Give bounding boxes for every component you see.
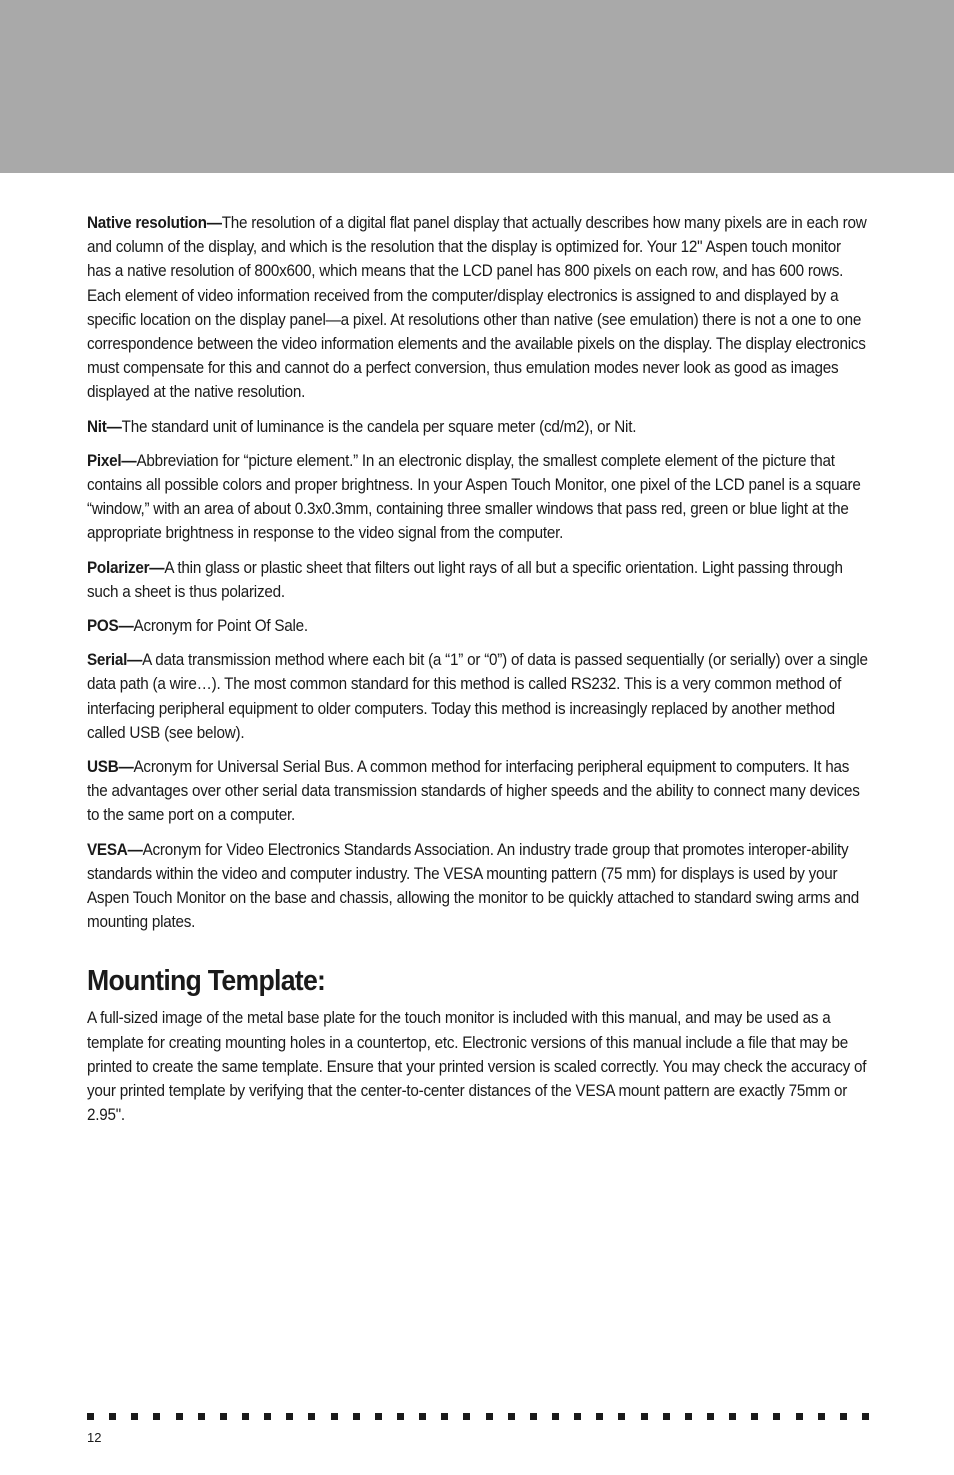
glossary-definition: Acronym for Point Of Sale. — [133, 617, 308, 636]
header-band — [0, 0, 954, 173]
footer-dot — [308, 1413, 315, 1420]
footer-dot — [685, 1413, 692, 1420]
footer-dot — [153, 1413, 160, 1420]
footer-dot — [463, 1413, 470, 1420]
footer-dot — [818, 1413, 825, 1420]
footer-dot — [707, 1413, 714, 1420]
footer-dot — [751, 1413, 758, 1420]
page-number: 12 — [87, 1430, 102, 1445]
glossary-entry-usb — [87, 755, 868, 828]
footer-dot — [729, 1413, 736, 1420]
glossary-definition: A thin glass or plastic sheet that filters out light rays of all but a specific orientation. Light passing through such a sheet is thus polarized. — [87, 558, 843, 601]
glossary-definition: A data transmission method where each bit (a “1” or “0”) of data is passed sequentially (or serially) over a single data path (a wire…). The most common standard for this method is called RS232. This is a very common method of interfacing peripheral equipment to older computers. Today this method is increasingly replaced by another method called USB (see below). — [87, 651, 868, 742]
footer-dot — [375, 1413, 382, 1420]
footer-dot — [596, 1413, 603, 1420]
page-content — [87, 211, 869, 1128]
glossary-definition: Acronym for Universal Serial Bus. A common method for interfacing peripheral equipment to computers. It has the advantages over other serial data transmission standards of higher speeds and the ability to connect many devices to the same port on a computer. — [87, 758, 860, 825]
footer-dot — [508, 1413, 515, 1420]
footer-dot — [242, 1413, 249, 1420]
glossary-definition: Acronym for Video Electronics Standards Association. An industry trade group that promotes interoper-ability standards within the video and computer industry. The VESA mounting pattern (75 mm) for displays is used by your Aspen Touch Monitor on the base and chassis, allowing the monitor to be quickly attached to standard swing arms and mounting plates. — [87, 840, 860, 932]
footer-dot — [862, 1413, 869, 1420]
glossary-term: Serial— — [87, 651, 143, 670]
glossary-definition: The resolution of a digital flat panel display that actually describes how many pixels are in each row and column of the display, and which is the resolution that the display is optimized for. Your 12" Aspen touch monitor has a native resolution of 800x600, which means that the LCD panel has 800 pixels on each row, and has 600 rows. Each element of video information received from the computer/display electronics is assigned to and displayed by a specific location on the display panel—a pixel. At resolutions other than native (see emulation) there is not a one to one correspondence between the video information elements and the available pixels on the display. The display electronics must compensate for this and cannot do a perfect conversion, thus emulation modes never look as good as images displayed at the native resolution. — [87, 214, 867, 402]
section-heading: Mounting Template: — [87, 965, 326, 998]
glossary-entry-vesa — [87, 838, 868, 935]
footer-dot — [441, 1413, 448, 1420]
glossary-definition: The standard unit of luminance is the candela per square meter (cd/m2), or Nit. — [121, 417, 637, 436]
glossary-term: USB— — [87, 758, 134, 777]
footer-dot — [264, 1413, 271, 1420]
footer-dot — [574, 1413, 581, 1420]
glossary-entry-pixel — [87, 449, 868, 546]
footer-dot — [773, 1413, 780, 1420]
footer-dot — [419, 1413, 426, 1420]
glossary-term: Polarizer— — [87, 558, 165, 577]
footer-dot — [530, 1413, 537, 1420]
footer-dot — [331, 1413, 338, 1420]
glossary-entry-serial — [87, 648, 868, 745]
glossary-entry-native-resolution — [87, 211, 868, 405]
footer-dot — [87, 1413, 94, 1420]
glossary-term: Pixel— — [87, 451, 137, 470]
footer-dotted-rule — [87, 1413, 869, 1421]
glossary-term: POS— — [87, 617, 134, 636]
footer-dot — [796, 1413, 803, 1420]
footer-dot — [397, 1413, 404, 1420]
glossary-term: VESA— — [87, 840, 143, 859]
footer-dot — [109, 1413, 116, 1420]
glossary-term: Native resolution— — [87, 214, 222, 232]
glossary-entry-nit — [87, 415, 868, 439]
footer-dot — [286, 1413, 293, 1420]
footer-dot — [131, 1413, 138, 1420]
section-body: A full-sized image of the metal base plate for the touch monitor is included with this manual, and may be used as a template for creating mounting holes in a countertop, etc. Electronic versions of this manual include a file that may be printed to create the same template. Ensure that your printed version is scaled correctly. You may check the accuracy of your printed template by verifying that the center-to-center distances of the VESA mount pattern are exactly 75mm or 2.95". — [87, 1009, 867, 1125]
glossary-entry-polarizer — [87, 556, 868, 604]
footer-dot — [641, 1413, 648, 1420]
footer-dot — [220, 1413, 227, 1420]
glossary-entry-pos — [87, 614, 868, 638]
glossary-term: Nit— — [87, 417, 122, 436]
footer-dot — [840, 1413, 847, 1420]
footer-dot — [663, 1413, 670, 1420]
footer-dot — [552, 1413, 559, 1420]
footer-dot — [176, 1413, 183, 1420]
footer-dot — [353, 1413, 360, 1420]
footer-dot — [618, 1413, 625, 1420]
glossary-definition: Abbreviation for “picture element.” In an electronic display, the smallest complete element of the picture that contains all possible colors and proper brightness. In your Aspen Touch Monitor, one pixel of the LCD panel is a square “window,” with an area of about 0.3x0.3mm, containing three smaller windows that pass red, green or blue light at the appropriate brightness in response to the video signal from the computer. — [87, 451, 861, 543]
footer-dot — [198, 1413, 205, 1420]
footer-dot — [486, 1413, 493, 1420]
